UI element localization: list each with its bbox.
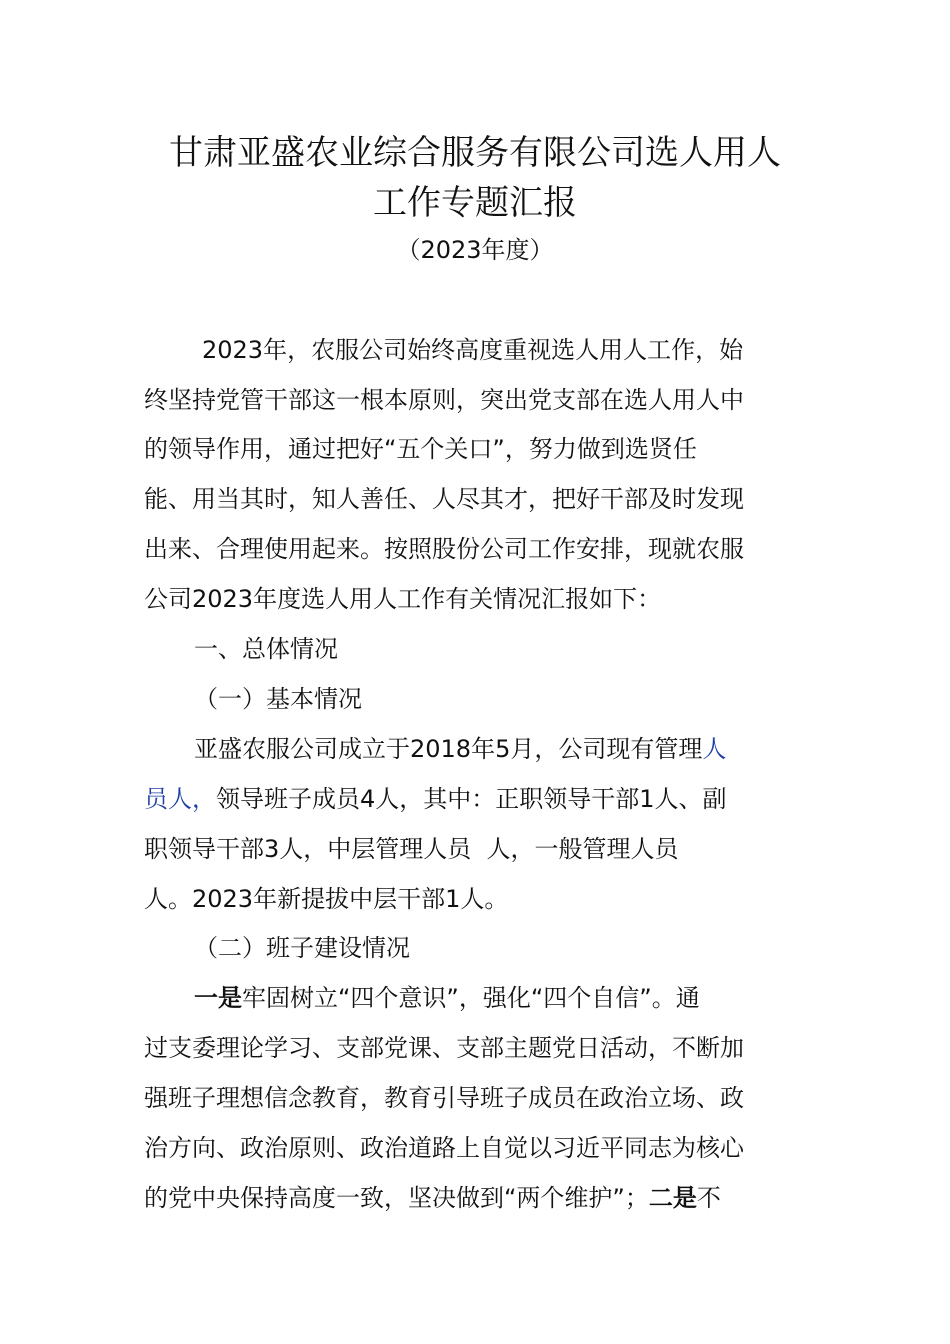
team-line-5 [144, 1181, 721, 1215]
intro-line-5: 出来、合理使用起来。按照股份公司工作安排，现就农服 [144, 535, 744, 563]
basic-line-4: 人。2023年新提拔中层干部1人。 [144, 885, 509, 913]
intro-line-6: 公司2023年度选人用人工作有关情况汇报如下： [144, 585, 662, 613]
document-title-line-2: 工作专题汇报 [373, 183, 577, 223]
document-title-line-1: 甘肃亚盛农业综合服务有限公司选人用人 [169, 133, 781, 173]
team-point-one-label: 一是 [194, 984, 242, 1012]
basic-line-1-text: 亚盛农服公司成立于2018年5月，公司现有管理 [194, 735, 703, 763]
basic-line-1 [194, 732, 726, 766]
section-heading-overall: 一、总体情况 [194, 635, 338, 663]
basic-line-2-highlight: 员人， [144, 785, 216, 813]
team-line-1-text: 牢固树立“四个意识”，强化“四个自信”。通 [242, 984, 700, 1012]
intro-line-1: 2023年，农服公司始终高度重视选人用人工作，始 [202, 336, 744, 364]
document-year: （2023年度） [396, 236, 554, 264]
team-line-5-text: 的党中央保持高度一致，坚决做到“两个维护”； [144, 1184, 649, 1212]
subsection-heading-basic: （一）基本情况 [194, 685, 362, 713]
team-line-5-tail: 不 [696, 1184, 721, 1212]
team-line-3: 强班子理想信念教育，教育引导班子成员在政治立场、政 [144, 1084, 744, 1112]
team-line-4: 治方向、政治原则、政治道路上自觉以习近平同志为核心 [144, 1134, 744, 1162]
team-line-1 [194, 981, 700, 1015]
intro-line-4: 能、用当其时，知人善任、人尽其才，把好干部及时发现 [144, 485, 744, 513]
team-line-2: 过支委理论学习、支部党课、支部主题党日活动，不断加 [144, 1034, 744, 1062]
team-point-two-label: 二是 [648, 1184, 697, 1212]
basic-line-1-highlight: 人 [702, 735, 727, 763]
subsection-heading-team: （二）班子建设情况 [194, 934, 410, 962]
basic-line-3: 职领导干部3人，中层管理人员 人，一般管理人员 [144, 835, 679, 863]
basic-line-2-text: 领导班子成员4人，其中：正职领导干部1人、副 [216, 785, 727, 813]
intro-line-2: 终坚持党管干部这一根本原则，突出党支部在选人用人中 [144, 386, 744, 414]
intro-line-3: 的领导作用，通过把好“五个关口”，努力做到选贤任 [144, 435, 697, 463]
basic-line-2 [144, 782, 727, 816]
